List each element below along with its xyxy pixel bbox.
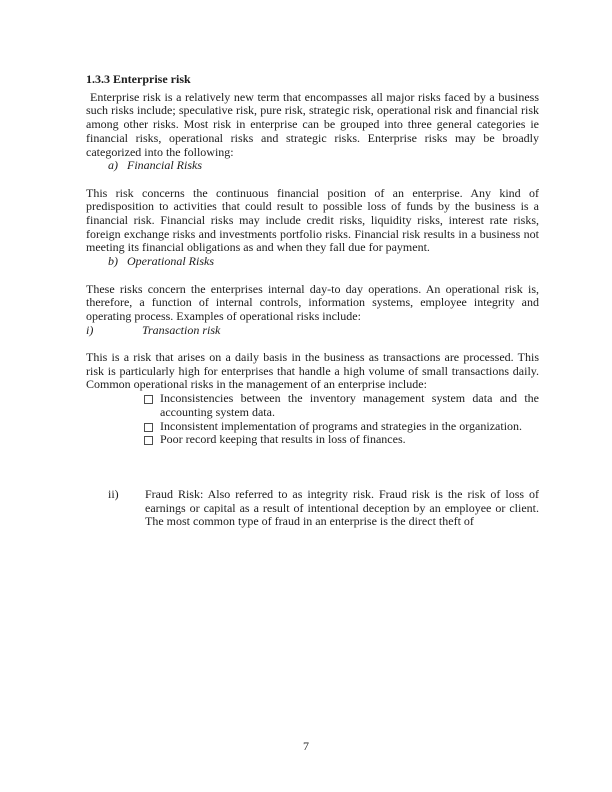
fraud-risk-paragraph: Fraud Risk: Also referred to as integrity risk. Fraud risk is the risk of loss of earnings or capital as a result of intentional deception by an employee or client. The most common type of fraud in an enterprise is the direct theft of bbox=[145, 486, 539, 529]
subsection-b-title: Operational Risks bbox=[127, 254, 214, 269]
fraud-risk-marker: ii) bbox=[108, 486, 119, 501]
intro-paragraph: Enterprise risk is a relatively new term that encompasses all major risks faced by a business such risks include; speculative risk, pure risk, strategic risk, operational risk and financial risk among other risks. Most risk in enterprise can be grouped into three general categories ie financial risks, operational risks and strategic risks. Enterprise risks may be broadly categorized into the following: bbox=[86, 89, 539, 159]
subsection-a-title: Financial Risks bbox=[127, 158, 202, 173]
subsection-a-heading bbox=[108, 159, 539, 173]
page-number: 7 bbox=[303, 739, 309, 753]
bullet-item bbox=[86, 433, 539, 447]
transaction-risk-heading bbox=[86, 324, 539, 338]
square-bullet-icon bbox=[144, 423, 153, 432]
transaction-risk-marker: i) bbox=[86, 322, 94, 337]
subsection-b-marker: b) bbox=[108, 254, 118, 269]
subsection-a-marker: a) bbox=[108, 158, 118, 173]
bullet-item-text: Inconsistent implementation of programs and strategies in the organization. bbox=[160, 418, 523, 433]
bullet-item-text: Poor record keeping that results in loss of finances. bbox=[160, 432, 406, 447]
bullet-item bbox=[86, 392, 539, 419]
subsection-b-heading bbox=[108, 255, 539, 269]
transaction-risk-paragraph: This is a risk that arises on a daily basis in the business as transactions are processed. This risk is particularly high for enterprises that handle a high volume of small transactions daily. Common operational risks in the management of an enterprise include: bbox=[86, 350, 539, 392]
section-heading: 1.3.3 Enterprise risk bbox=[86, 72, 191, 86]
square-bullet-icon bbox=[144, 395, 153, 404]
operational-risk-paragraph: These risks concern the enterprises internal day-to day operations. An operational risk is, therefore, a function of internal controls, information systems, employee integrity and operating process. Examples of operational risks include: bbox=[86, 281, 539, 323]
page-content bbox=[86, 0, 539, 529]
bullet-item bbox=[86, 420, 539, 434]
transaction-risk-title: Transaction risk bbox=[142, 322, 221, 337]
square-bullet-icon bbox=[144, 436, 153, 445]
financial-risk-paragraph: This risk concerns the continuous financial position of an enterprise. Any kind of predisposition to activities that could result to possible loss of funds by the business is a financial risk. Financial risks may include credit risks, liquidity risks, interest rate risks, foreign exchange risks and investments portfolio risks. Financial risk results in a business not meeting its financial obligations as and when they fall due for payment. bbox=[86, 185, 539, 255]
operational-risks-bullet-list bbox=[86, 392, 539, 447]
fraud-risk-item bbox=[108, 488, 539, 529]
bullet-item-text: Inconsistencies between the inventory management system data and the accounting system data. bbox=[160, 391, 539, 419]
